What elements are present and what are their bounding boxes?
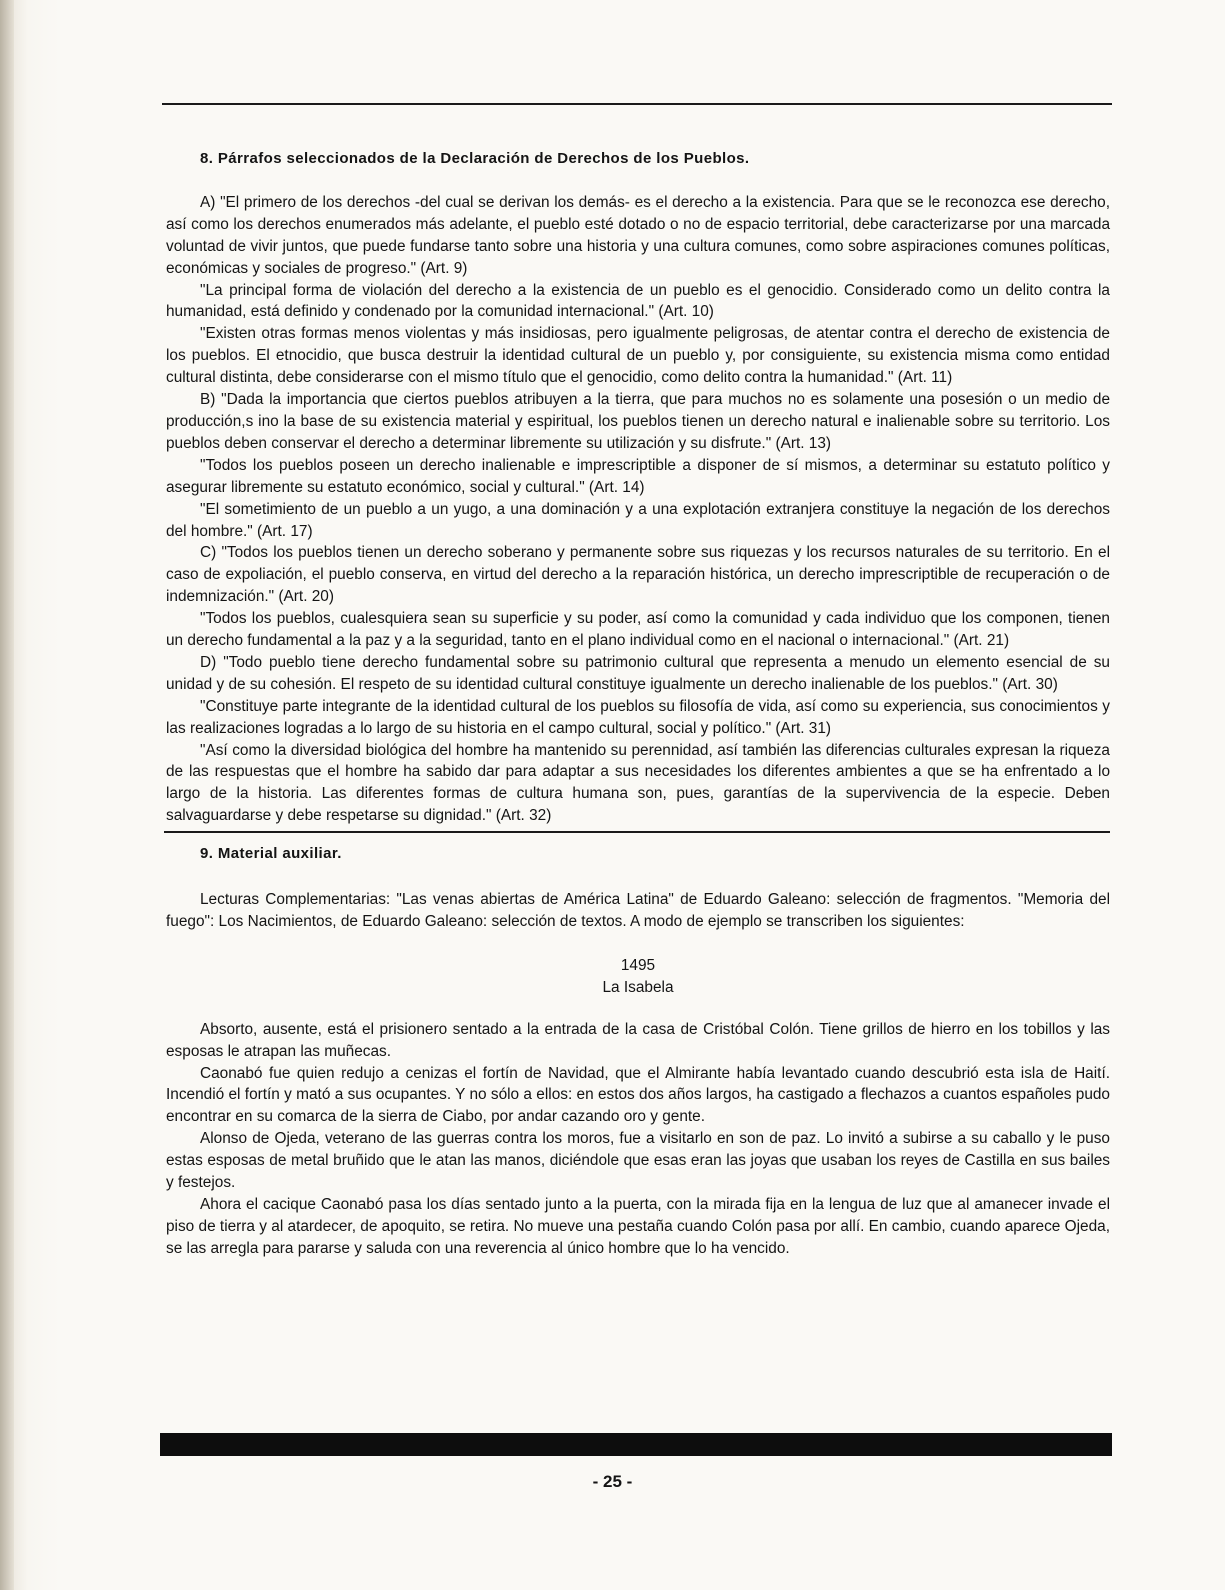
excerpt-paragraph: Caonabó fue quien redujo a cenizas el fortín de Navidad, que el Almirante había levantado cuando descubrió esta isla de Haití. Incendió el fortín y mató a sus ocupantes. Y no sólo a ellos: en estos dos años largos, ha castigado a flechazos a cuantos españoles pudo encontrar en su comarca de la sierra de Ciabo, por andar cazando oro y gente.	[166, 1064, 1110, 1126]
paragraph: "Todos los pueblos poseen un derecho inalienable e imprescriptible a disponer de sí mismos, a determinar su estatuto político y asegurar libremente su estatuto económico, social y cultural." (Art. 14)	[166, 456, 1110, 496]
paragraph: A) "El primero de los derechos -del cual se derivan los demás- es el derecho a la existencia. Para que se le reconozca ese derecho, así como los derechos enumerados más adelante, el pueblo esté dotado o no de espacio territorial, debe caracterizarse por una marcada voluntad de vivir juntos, que puede fundarse tanto sobre una historia y una cultura comunes, como sobre aspiraciones comunes políticas, económicas y sociales de progreso." (Art. 9)	[166, 193, 1110, 277]
excerpt-place: La Isabela	[602, 978, 674, 996]
excerpt-year: 1495	[620, 956, 656, 974]
spacer	[166, 999, 1110, 1019]
excerpt-paragraph: Alonso de Ojeda, veterano de las guerras contra los moros, fue a visitarlo en son de paz. Lo invitó a subirse a su caballo y le puso estas esposas de metal bruñido que le atan las manos, diciéndole que esas eran las joyas que usaban los reyes de Castilla en sus bailes y festejos.	[166, 1130, 1110, 1192]
section-8-heading: 8. Párrafos seleccionados de la Declaración de Derechos de los Pueblos.	[200, 150, 750, 167]
paragraph: "Existen otras formas menos violentas y más insidiosas, pero igualmente peligrosas, de atentar contra el derecho de existencia de los pueblos. El etnocidio, que busca destruir la identidad cultural de un pueblo y, por consiguiente, su existencia misma como entidad cultural distinta, debe considerarse con el mismo título que el genocidio, como delito contra la humanidad." (Art. 11)	[166, 325, 1110, 387]
page-number: - 25 -	[592, 1472, 633, 1491]
excerpt-paragraph: Ahora el cacique Caonabó pasa los días sentado junto a la puerta, con la mirada fija en la lengua de luz que al amanecer invade el piso de tierra y al atardecer, de apoquito, se retira. No mueve una pestaña cuando Colón pasa por allí. En cambio, cuando aparece Ojeda, se las arregla para pararse y saluda con una reverencia al único hombre que lo ha vencido.	[166, 1195, 1110, 1257]
paragraph: "Constituye parte integrante de la identidad cultural de los pueblos su filosofía de vida, así como su experiencia, sus conocimientos y las realizaciones logradas a lo largo de su historia en el campo cultural, social y político." (Art. 31)	[166, 697, 1110, 737]
footer-black-bar	[160, 1433, 1112, 1456]
paragraph: "Así como la diversidad biológica del hombre ha mantenido su perennidad, así también las diferencias culturales expresan la riqueza de las respuestas que el hombre ha sabido dar para adaptar a sus necesidades los diferentes ambientes a que se ha enfrentado a lo largo de la historia. Las diferentes formas de cultura humana son, pues, garantías de la supervivencia de la especie. Deben salvaguardarse y debe respetarse su dignidad." (Art. 32)	[166, 741, 1110, 825]
paragraph: "Todos los pueblos, cualesquiera sean su superficie y su poder, así como la comunidad y cada individuo que los componen, tienen un derecho fundamental a la paz y a la seguridad, tanto en el plano individual como en el nacional o internacional." (Art. 21)	[166, 610, 1110, 650]
excerpt-paragraph: Absorto, ausente, está el prisionero sentado a la entrada de la casa de Cristóbal Colón. Tiene grillos de hierro en los tobillos y las esposas le atrapan las muñecas.	[166, 1020, 1110, 1060]
paragraph: D) "Todo pueblo tiene derecho fundamental sobre su patrimonio cultural que representa a menudo un elemento esencial de su unidad y de su cohesión. El respeto de su identidad cultural constituye igualmente un derecho inalienable de los pueblos." (Art. 30)	[166, 653, 1110, 693]
section-divider	[164, 831, 1110, 833]
paragraph: B) "Dada la importancia que ciertos pueblos atribuyen a la tierra, que para muchos no es solamente una posesión o un medio de producción,s ino la base de su existencia material y espiritual, los pueblos tienen un derecho natural e inalienable sobre su territorio. Los pueblos deben conservar el derecho a determinar libremente su utilización y su disfrute." (Art. 13)	[166, 391, 1110, 452]
top-rule	[162, 103, 1112, 105]
paragraph: "El sometimiento de un pueblo a un yugo, a una dominación y a una explotación extranjera constituye la negación de los derechos del hombre." (Art. 17)	[166, 500, 1110, 540]
section-9-heading: 9. Material auxiliar.	[200, 845, 342, 863]
paragraph: "La principal forma de violación del derecho a la existencia de un pueblo es el genocidio. Considerado como un delito contra la humanidad, está definido y condenado por la comunidad internacional." (Art. 10)	[166, 281, 1110, 321]
page-content	[166, 148, 1110, 1260]
page-edge-shadow	[0, 0, 14, 1590]
spacer	[166, 933, 1110, 955]
paragraph: C) "Todos los pueblos tienen un derecho soberano y permanente sobre sus riquezas y los recursos naturales de su territorio. En el caso de expoliación, el pueblo conserva, en virtud del derecho a la reparación histórica, un derecho imprescriptible de recuperación o de indemnización." (Art. 20)	[166, 544, 1110, 606]
section-9-intro: Lecturas Complementarias: "Las venas abiertas de América Latina" de Eduardo Galeano: selección de fragmentos. "Memoria del fuego": Los Nacimientos, de Eduardo Galeano: selección de textos. A modo de ejemplo se transcriben los siguientes:	[166, 891, 1110, 930]
